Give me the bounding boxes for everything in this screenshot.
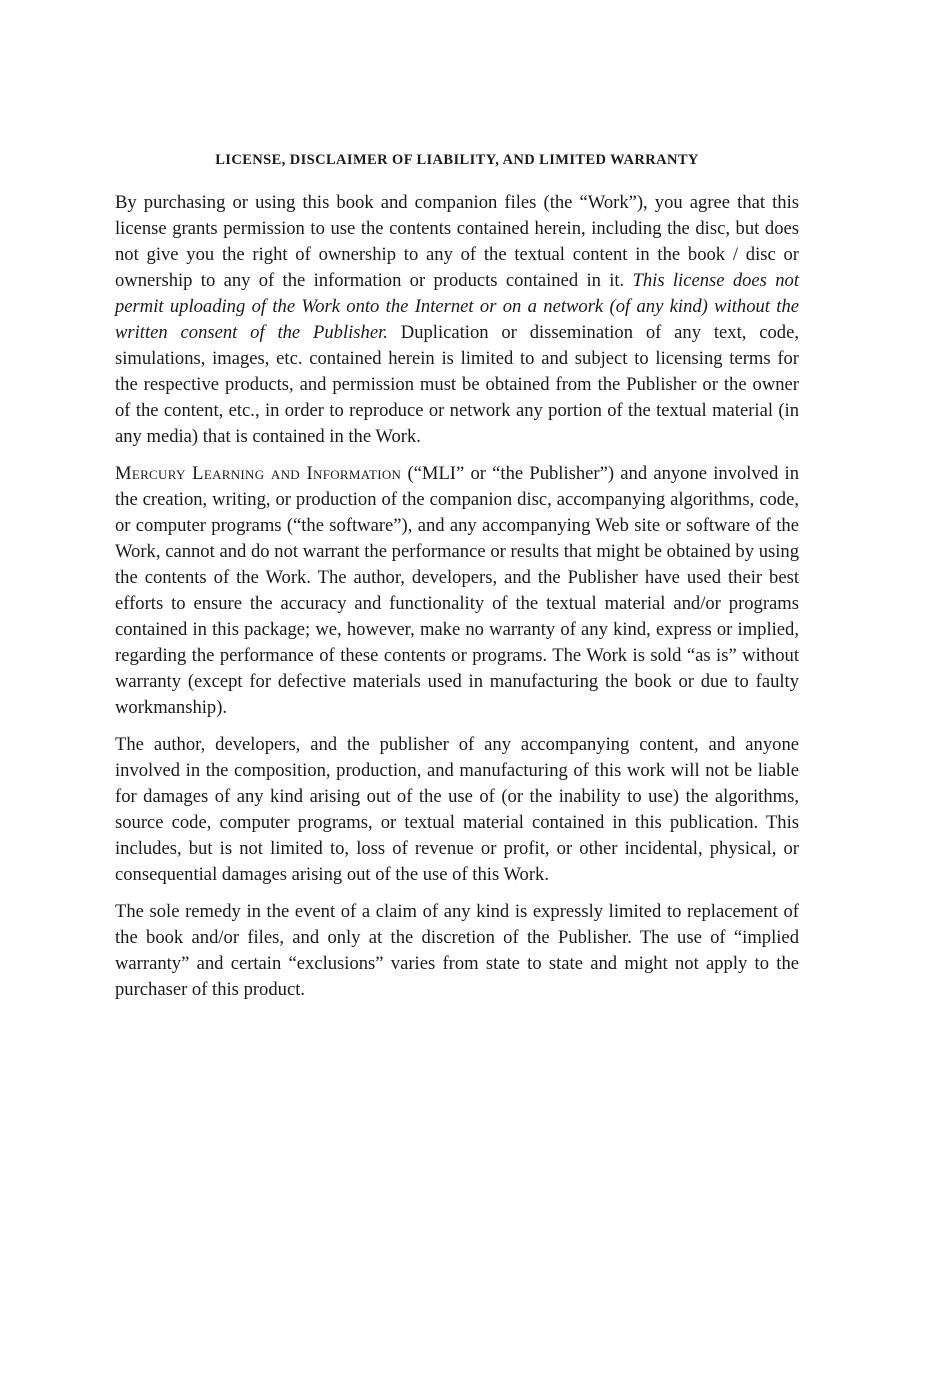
paragraph-warranty-text: (“MLI” or “the Publisher”) and anyone involved in the creation, writing, or production of the companion disc, accompanying algorithms, code, or computer programs (“the software”), and any accompanying Web site or software of the Work, cannot and do not warrant the performance or results that might be obtained by using the contents of the Work. The author, developers, and the Publisher have used their best efforts to ensure the accuracy and functionality of the textual material and/or programs contained in this package; we, however, make no warranty of any kind, express or implied, regarding the performance of these contents or programs. The Work is sold “as is” without warranty (except for defective materials used in manufacturing the book or due to faulty workmanship).	[115, 463, 800, 718]
paragraph-license-lead: By purchasing or using this book and companion files (the “Work”), you agree that this license grants permission to use the contents contained herein, including the disc, but does not give you the right of ownership to any of the textual content in the book / disc or ownership to any of the information or products contained in it.	[115, 192, 799, 291]
paragraph-license	[115, 190, 799, 450]
paragraph-liability: The author, developers, and the publisher of any accompanying content, and anyone involved in the composition, production, and manufacturing of this work will not be liable for damages of any kind arising out of the use of (or the inability to use) the algorithms, source code, computer programs, or textual material contained in this publication. This includes, but is not limited to, loss of revenue or profit, or other incidental, physical, or consequential damages arising out of the use of this Work.	[115, 734, 799, 885]
paragraph-remedy: The sole remedy in the event of a claim of any kind is expressly limited to replacement of the book and/or files, and only at the discretion of the Publisher. The use of “implied warranty” and certain “exclusions” varies from state to state and might not apply to the purchaser of this product.	[115, 901, 799, 1000]
publisher-name: Mercury Learning and Information	[115, 463, 402, 484]
paragraph-license-italic: This license does not permit uploading of the Work onto the Internet or on a network (of any kind) without the written consent of the Publisher.	[115, 270, 799, 343]
document-page	[115, 148, 799, 1014]
paragraph-warranty	[115, 461, 799, 721]
paragraph-license-tail: Duplication or dissemination of any text, code, simulations, images, etc. contained herein is limited to and subject to licensing terms for the respective products, and permission must be obtained from the Publisher or the owner of the content, etc., in order to reproduce or network any portion of the textual material (in any media) that is contained in the Work.	[115, 322, 799, 447]
page-title: LICENSE, DISCLAIMER OF LIABILITY, AND LIMITED WARRANTY	[215, 152, 699, 168]
